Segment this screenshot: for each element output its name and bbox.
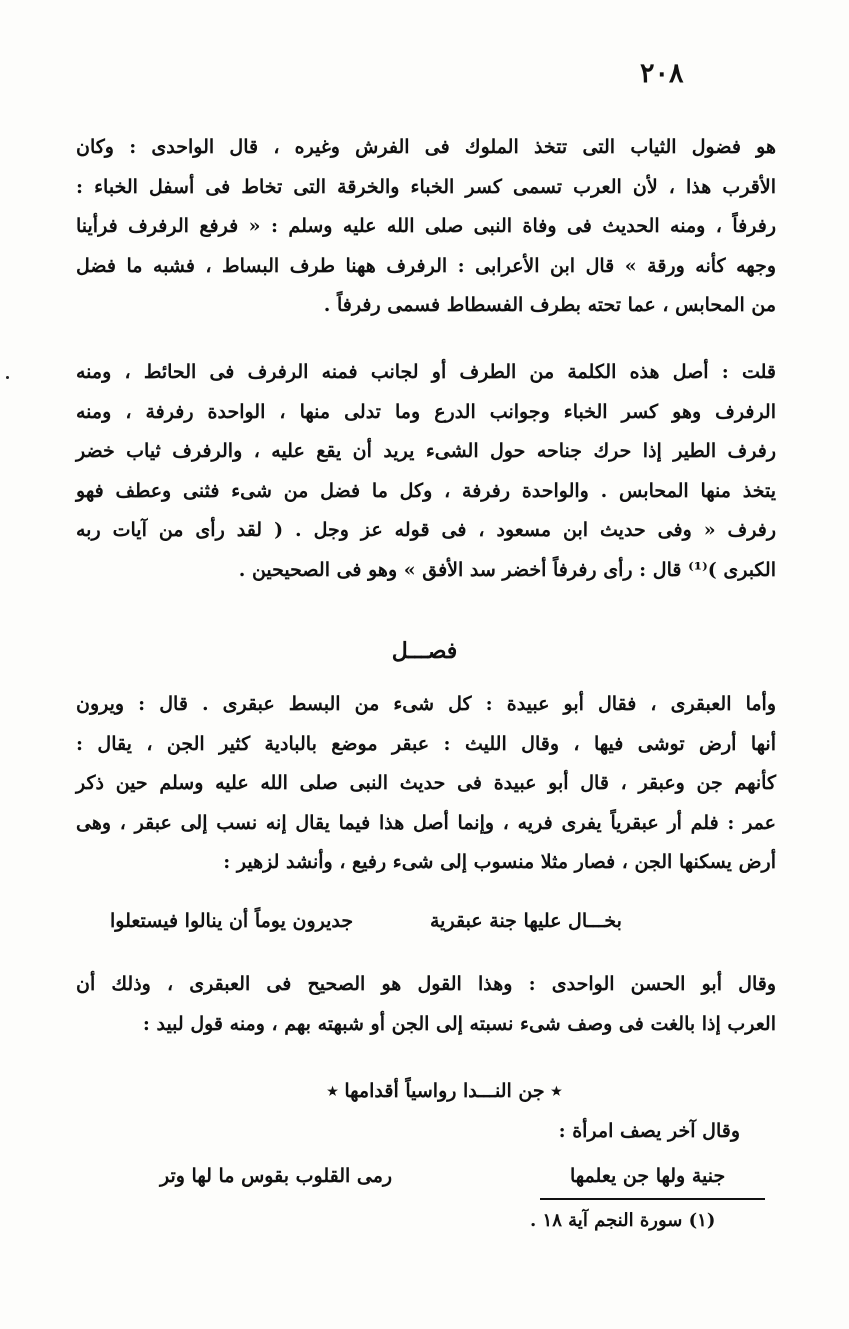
text-line: الأقرب هذا ، لأن العرب تسمى كسر الخباء والخرقة التى تخاط فى أسفل الخباء : [76,175,776,198]
text-line: عمر : فلم أر عبقرياً يفرى فريه ، وإنما أصل هذا فيما يقال إنه نسب إلى عبقر ، وهى [76,811,776,834]
verse-hemistich-left: جديرون يوماً أن ينالوا فيستعلوا [110,910,354,932]
paragraph-rafraf-definition [76,128,776,326]
verse-hemistich-right: جنية ولها جن يعلمها [570,1165,726,1187]
verse-hemistich-left: رمى القلوب بقوس ما لها وتر [160,1165,393,1187]
text-line: هو فضول الثياب التى تتخذ الملوك فى الفرش وغيره ، قال الواحدى : وكان [76,136,776,158]
text-line: يتخذ منها المحابس . والواحدة رفرفة ، وكل ما فضل من شىء فثنى وعطف فهو [76,479,776,502]
text-line: وجهه كأنه ورقة » قال ابن الأعرابى : الرفرف ههنا طرف البساط ، فشبه ما فضل [76,254,776,277]
text-line: وقال أبو الحسن الواحدى : وهذا القول هو الصحيح فى العبقرى ، وذلك أن [76,973,776,995]
text-line: من المحابس ، عما تحته بطرف الفسطاط فسمى رفرفاً . [323,294,776,317]
text-line: كأنهم جن وعبقر ، قال أبو عبيدة فى حديث النبى صلى الله عليه وسلم حين ذكر [76,772,776,795]
text-line: أرض يسكنها الجن ، فصار مثلا منسوب إلى شىء رفيع ، وأنشد لزهير : [223,851,776,874]
page-number: ٢٠٨ [640,58,684,89]
footnote-divider [540,1198,765,1200]
verse-hemistich-right: بخـــال عليها جنة عبقرية [430,910,622,932]
paragraph-wahidi [76,965,776,1044]
paragraph-author-comment [76,353,776,591]
verse-labid: ٭ جن النـــدا رواسياً أقدامها ٭ [327,1080,562,1102]
text-line: رفرف الطير إذا حرك جناحه حول الشىء يريد أن يقع عليه ، والرفرف ثياب خضر [76,440,776,463]
text-line: أنها أرض توشى فيها ، وقال الليث : عبقر موضع بالبادية كثير الجن ، يقال : [76,732,776,755]
text-line: قلت : أصل هذه الكلمة من الطرف أو لجانب فمنه الرفرف فى الحائط ، ومنه [76,361,776,383]
text-line: الرفرف وهو كسر الخباء وجوانب الدرع وما تدلى منها ، الواحدة رفرفة ، ومنه [76,400,776,423]
paragraph-abqari [76,685,776,883]
text-line: رفرف « وفى حديث ابن مسعود ، فى قوله عز وجل . ( لقد رأى من آيات ربه [76,519,776,542]
text-line: وأما العبقرى ، فقال أبو عبيدة : كل شىء من البسط عبقرى . قال : ويرون [76,693,776,715]
text-line: الكبرى )⁽¹⁾ قال : رأى رفرفاً أخضر سد الأفق » وهو فى الصحيحين . [238,558,776,581]
footnote: (١) سورة النجم آية ١٨ . [530,1210,716,1231]
paragraph-another-poet: وقال آخر يصف امرأة : [558,1120,740,1142]
scan-speck [6,376,9,379]
text-line: العرب إذا بالغت فى وصف شىء نسبته إلى الجن أو شبهته بهم ، ومنه قول لبيد : [142,1012,776,1035]
text-line: رفرفاً ، ومنه الحديث فى وفاة النبى صلى الله عليه وسلم : « فرفع الرفرف فرأينا [76,215,776,238]
section-heading: فصـــل [391,638,458,664]
